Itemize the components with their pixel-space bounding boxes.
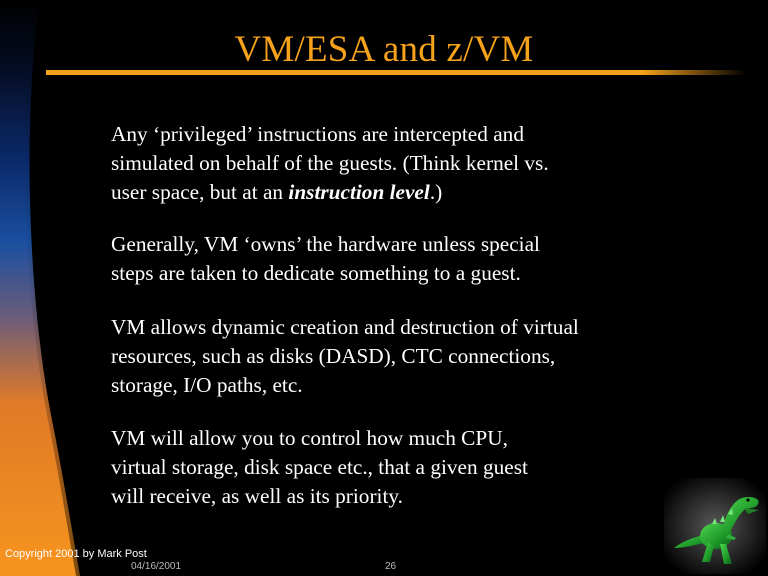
- paragraph-line: VM allows dynamic creation and destruction of virtual: [111, 315, 579, 339]
- paragraph-line: simulated on behalf of the guests. (Think kernel vs.: [111, 151, 549, 175]
- paragraph-dynamic-resources: [111, 313, 711, 400]
- paragraph-line: resources, such as disks (DASD), CTC connections,: [111, 344, 556, 368]
- paragraph-line: steps are taken to dedicate something to a guest.: [111, 261, 521, 285]
- footer-page-number: 26: [385, 561, 397, 572]
- paragraph-privileged-instructions: [111, 120, 711, 207]
- paragraph-line: virtual storage, disk space etc., that a given guest: [111, 455, 528, 479]
- footer-date: 04/16/2001: [131, 561, 182, 572]
- paragraph-line: user space, but at an: [111, 180, 289, 204]
- paragraph-line: VM will allow you to control how much CPU,: [111, 426, 508, 450]
- paragraph-line: will receive, as well as its priority.: [111, 484, 403, 508]
- paragraph-line: Any ‘privileged’ instructions are intercepted and: [111, 122, 524, 146]
- paragraph-resource-control: [111, 424, 711, 511]
- slide-title: VM/ESA and z/VM: [234, 29, 534, 70]
- emphasis-instruction-level: instruction level: [288, 180, 430, 204]
- footer-copyright: Copyright 2001 by Mark Post: [5, 548, 147, 560]
- green-dinosaur-icon: [664, 478, 766, 574]
- paragraph-vm-owns-hardware: [111, 230, 711, 288]
- paragraph-line: Generally, VM ‘owns’ the hardware unless special: [111, 232, 540, 256]
- title-underline: [46, 70, 746, 76]
- paragraph-line: storage, I/O paths, etc.: [111, 373, 303, 397]
- paragraph-tail: .): [429, 180, 443, 204]
